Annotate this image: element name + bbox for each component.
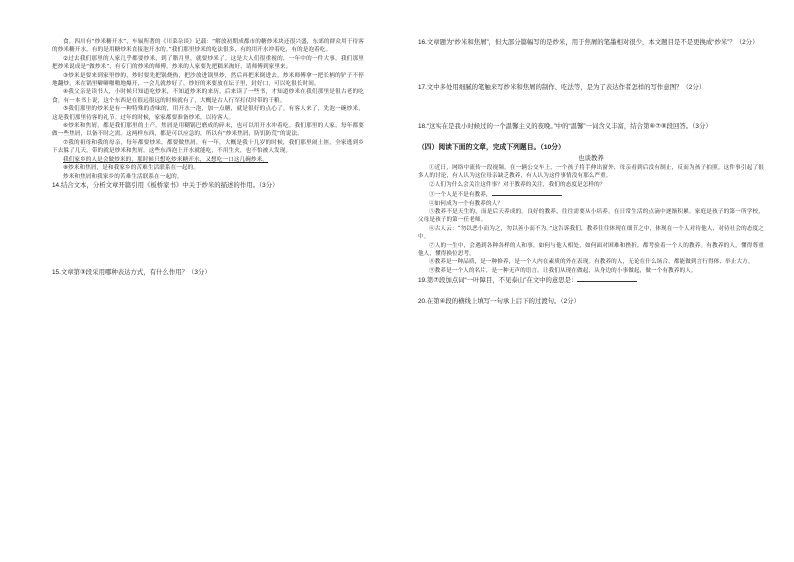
question-19 bbox=[418, 275, 764, 285]
article-paragraph: ⑤我们那里的炒米是有一种特殊的香味的，用开水一泡，加一点糖，就是很好的点心了。有客人来了，先泡一碗炒米，这是我们那里待客的礼节。过年的时候，家家都要准备炒米，以待客人。 bbox=[52, 106, 364, 121]
paragraph-text: ③一个人是不是有教养， bbox=[428, 192, 492, 199]
article-paragraph: 食。四川有“炒米糖开水”，车辐所著的《川菜杂谈》记载：“解放初期成都市的糖炒米块还很兴盛，东郊的群众用于待客的炒米糖开水，有的是用糖炒米直接泡开水的。”我们那里炒米的吃法很多，有的用开水冲着吃，有的是泡着吃。 bbox=[52, 39, 364, 54]
article-paragraph: ③炒米是要来到家里炒的，炒时要先把锅烧热，把沙放进锅里炒，然后再把米倒进去，炒米师傅拿一把长柄的铲子不停地翻炒，米在锅里噼噼啪啪地爆开，一会儿就炒好了。炒好的米要放在坛子里，封好口，可以吃很长时间。 bbox=[52, 72, 364, 88]
question-19-text: 19.第⑦段加点词“一叶障目，不见泰山”在文中的意思是： bbox=[417, 277, 578, 285]
answer-space-19[interactable] bbox=[418, 285, 764, 297]
article-paragraph: ①近日，网络中流传一段视频，在一辆公交车上，一个孩子将手伸出窗外，母亲看到后没有制止，反而为孩子拍照。这件事引起了很多人的讨论，有人认为这位母亲缺乏教养，有人认为这件事情没有那么严重。 bbox=[417, 165, 764, 180]
answer-space-16[interactable] bbox=[418, 47, 764, 83]
fill-blank-19[interactable] bbox=[577, 275, 637, 282]
article-paragraph: ②过去我们那里的人家几乎都要炒米，到了腊月里，就要炒米了。这是大人们很重视的，一年中的一件大事。我们那里把炒米说成是“做炒米”，有专门的炒米的师傅，炒米的人家要先把糯米淘好，请师傅到家里来。 bbox=[52, 55, 364, 71]
section-title: （四）阅读下面的文章，完成下列题目。（10分） bbox=[417, 144, 565, 151]
question-20: 20.在第④段的横线上填写一句承上启下的过渡句。（2分） bbox=[417, 298, 580, 306]
question-15: 15.文章第③段采用哪种表达方式，有什么作用？（3分） bbox=[52, 268, 211, 276]
article-paragraph-with-blank bbox=[418, 189, 764, 199]
article-title: 也谈教养 bbox=[578, 155, 604, 162]
question-17: 17.文中多处用细腻的笔触来写炒米和焦屑的制作、吃法等，是为了表达作者怎样的写作意图？（2分） bbox=[417, 84, 706, 91]
article-paragraph: ⑦我的祖母和我的母亲，每年都要炒米，都要做焦屑。有一年，大概是我十几岁的时候，我们那里闹土匪，全家逃到乡下去躲了几天，带的就是炒米和焦屑。这些东西泡上开水就能吃，不用生火，也不怕被人发现。 bbox=[52, 139, 364, 155]
right-column bbox=[418, 38, 764, 552]
article-paragraph: ⑦人的一生中，会遇到各种各样的人和事，如何与他人相处，如何面对困难和挫折，都考验着一个人的教养。有教养的人，懂得尊重他人，懂得换位思考。 bbox=[417, 242, 764, 258]
question-14: 14.结合文本，分析文章开篇引用《板桥家书》中关于炒米的描述的作用。（3分） bbox=[52, 181, 279, 189]
question-18: 18.“这实在是我小时候过的一个温馨主义的夜晚。”中的“温馨”一词含义丰富，结合第⑥⑦⑧段回答。（3分） bbox=[417, 123, 712, 130]
article-paragraph: ②人们为什么会关注这件事？对于教养的关注，我们的态度是怎样的？ bbox=[428, 181, 606, 188]
left-column bbox=[52, 38, 372, 552]
article-paragraph: ⑥古人云：“勿以恶小而为之，勿以善小而不为。”这告诉我们，教养往往体现在细节之中，体现在一个人对待他人、对待社会的态度之中。 bbox=[417, 225, 764, 241]
article-paragraph: ⑧炒米和焦屑，是和我家乡的苦难生活联系在一起的。 bbox=[63, 165, 200, 172]
article-paragraph: 炒米和焦屑和我家乡的苦难生活联系在一起的。 bbox=[63, 173, 183, 180]
article-paragraph: ⑧教养是一种品质，是一种修养，是一个人内在素质的外在表现。有教养的人，无论在什么场合，都能做到言行得体、举止大方。 bbox=[428, 259, 754, 266]
article-paragraph: ④如何成为一个有教养的人？ bbox=[428, 200, 504, 207]
article-paragraph: ⑨教养是一个人的名片，是一种无声的语言。让我们从现在做起，从身边的小事做起，做一个有教养的人。 bbox=[428, 267, 697, 274]
article-paragraph: ④我父亲是读书人，小时候只知道吃炒米，不知道炒米的来历。后来读了一些书，才知道炒米在我们那里是很古老的吃食。有一本书上说，这个东西是在很远很远的时候就有了，大概是古人行军打仗时带的干粮。 bbox=[52, 89, 364, 104]
answer-space-14[interactable] bbox=[52, 190, 364, 268]
answer-space-17[interactable] bbox=[418, 92, 764, 122]
underlined-sentence: 我们家乡的人是会做炒米的，那时候只想吃炒米糖开水，又想吃一口这几碗炒米。 bbox=[63, 156, 268, 163]
fill-blank[interactable] bbox=[492, 189, 562, 196]
question-16: 16.文章题为“炒米和焦屑”，但大部分篇幅写的是炒米，用于焦屑的笔墨相对很少，本文题目是不是更换成“炒米”？（2分） bbox=[417, 39, 759, 46]
article-paragraph: ⑤教养不是天生的，而是后天养成的。良好的教养，往往需要从小培养，在日常生活的点滴中逐渐积累。家庭是孩子的第一所学校，父母是孩子的第一任老师。 bbox=[417, 209, 764, 224]
article-paragraph: ⑥炒米和焦屑，都是我们那里的土产。焦屑是用糊锅巴磨成的碎末，也可以用开水冲着吃。我们那里的人家，每年都要做一些焦屑，以备不时之需。这两样东西，都是可以应急的，所以有“炒米焦屑，防饥防荒”的说法。 bbox=[52, 123, 364, 138]
